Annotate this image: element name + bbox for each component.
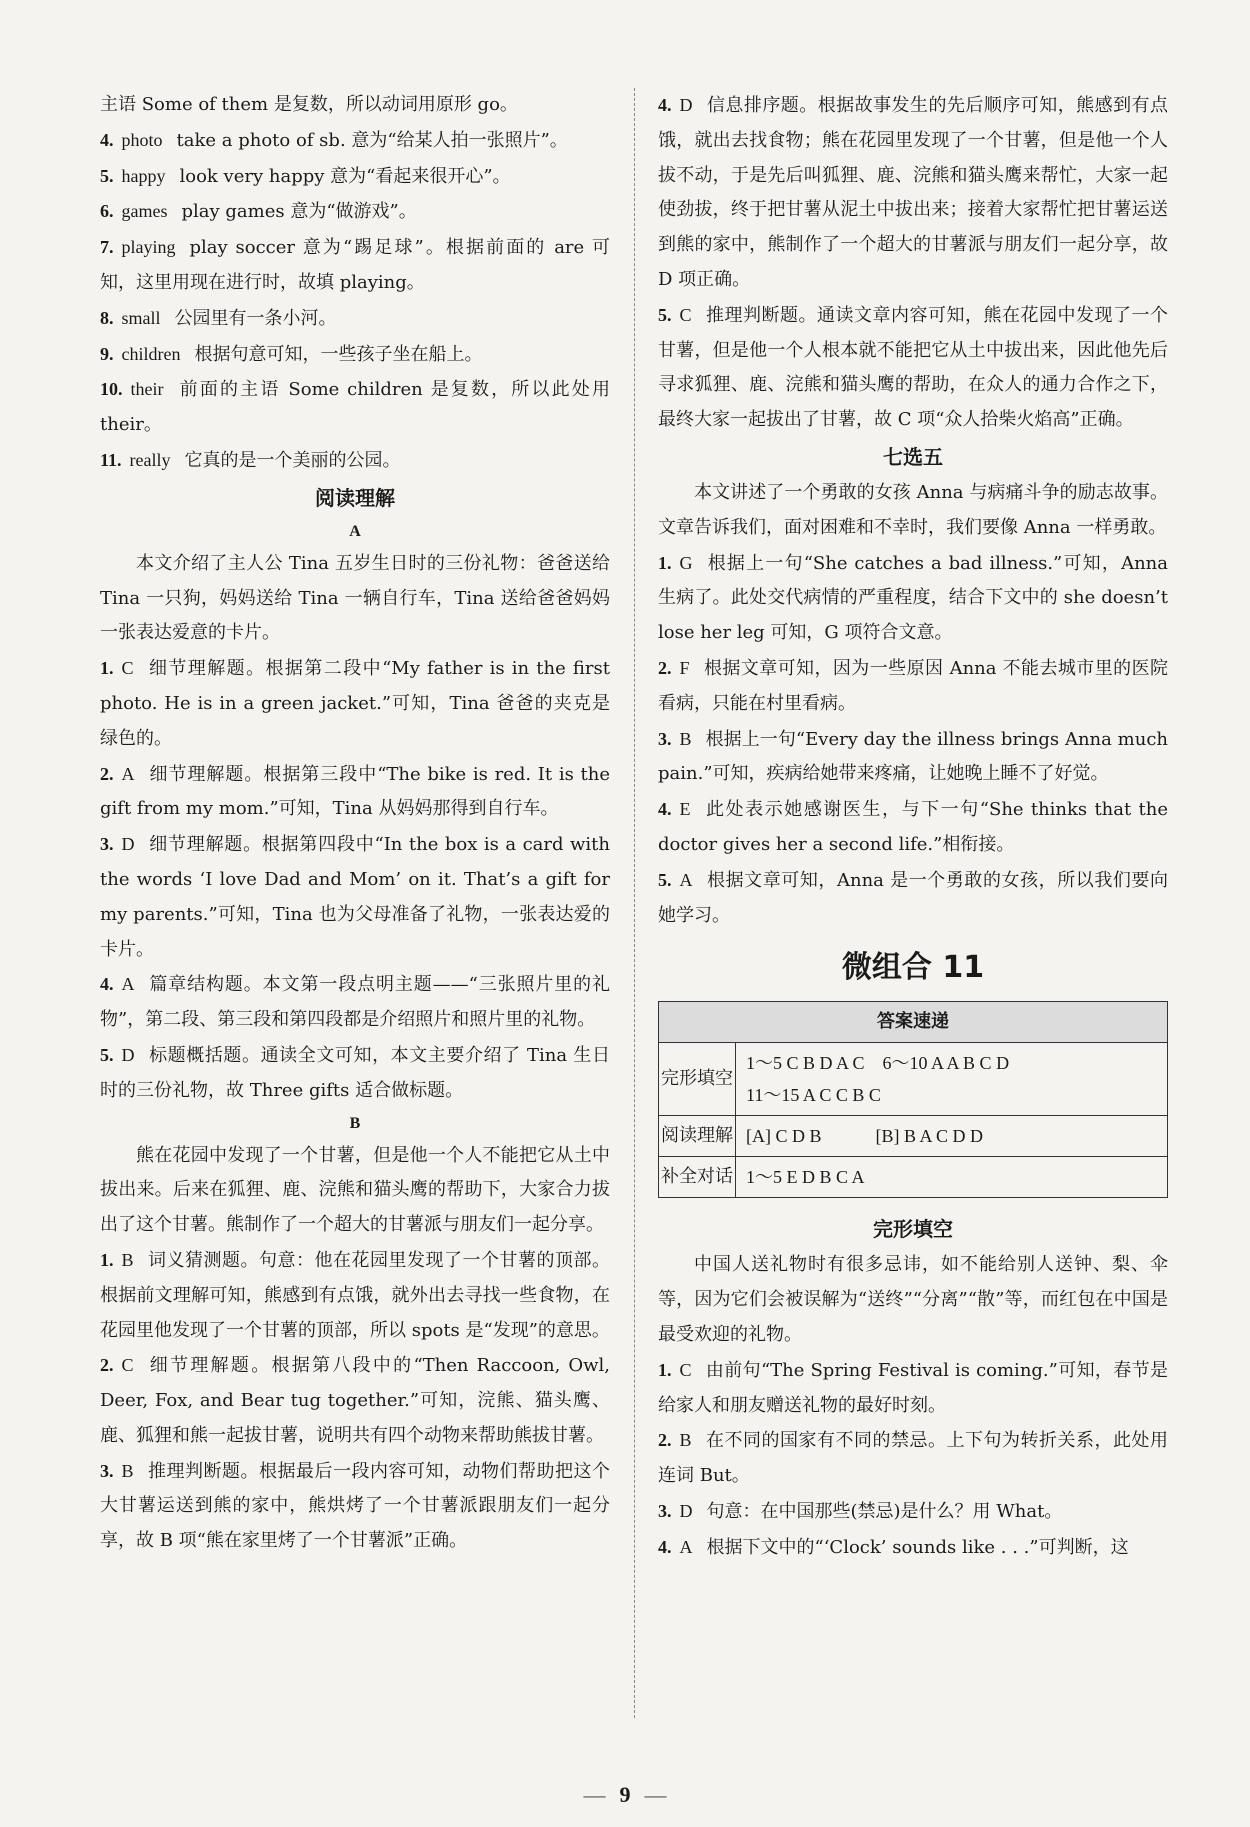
answer-line: 1～5 C B D A C 6～10 A A B C D <box>746 1053 1010 1074</box>
answer-item <box>658 722 1168 793</box>
answer-line: 1～5 E D B C A <box>746 1167 865 1188</box>
item-text: 细节理解题。根据第三段中“The bike is red. It is the gift from my mom.”可知，Tina 从妈妈那得到自行车。 <box>100 763 610 820</box>
item-text: 标题概括题。通读全文可知，本文主要介绍了 Tina 生日时的三份礼物，故 Three gifts 适合做标题。 <box>100 1044 610 1101</box>
row-label: 阅读理解 <box>659 1116 736 1157</box>
item-text: play soccer 意为“踢足球”。根据前面的 are 可知，这里用现在进行时，故填 playing。 <box>100 237 610 293</box>
passage-summary-a: 本文介绍了主人公 Tina 五岁生日时的三份礼物：爸爸送给 Tina 一只狗，妈妈送给 Tina 一辆自行车，Tina 送给爸爸妈妈一张表达爱意的卡片。 <box>100 552 610 644</box>
answer-line: 11～15 A C C B C <box>746 1085 881 1106</box>
item-text: 根据上一句“Every day the illness brings Anna much pain.”可知，疾病给她带来疼痛，让她晚上睡不了好觉。 <box>658 728 1168 785</box>
column-divider <box>634 88 635 1718</box>
item-text: 根据文章可知，Anna 是一个勇敢的女孩，所以我们要向她学习。 <box>658 869 1168 926</box>
item-key: A <box>121 974 135 995</box>
item-text: 推理判断题。根据最后一段内容可知，动物们帮助把这个大甘薯运送到熊的家中，熊烘烤了一个甘薯派跟朋友们一起分享，故 B 项“熊在家里烤了一个甘薯派”正确。 <box>100 1460 610 1552</box>
answer-item <box>100 123 610 159</box>
table-row <box>659 1116 1168 1157</box>
answer-item <box>658 1530 1168 1566</box>
section-heading-reading: 阅读理解 <box>315 485 395 510</box>
item-text: play games 意为“做游戏”。 <box>181 201 417 223</box>
answer-table <box>658 1001 1168 1198</box>
item-number: 2. <box>658 1430 672 1451</box>
item-text: 篇章结构题。本文第一段点明主题——“三张照片里的礼物”，第二段、第三段和第四段都是介绍照片和照片里的礼物。 <box>100 974 610 1031</box>
answer-item <box>100 88 610 123</box>
item-text: 根据下文中的“‘Clock’ sounds like . . .”可判断，这 <box>706 1536 1129 1558</box>
answer-item <box>658 863 1168 934</box>
item-number: 11. <box>100 449 122 470</box>
section-heading-cloze: 完形填空 <box>873 1217 953 1242</box>
answer-item <box>100 159 610 195</box>
item-key: happy <box>121 165 166 186</box>
item-key: B <box>121 1249 134 1270</box>
answer-item <box>100 1454 610 1559</box>
item-key: D <box>679 1500 693 1521</box>
item-number: 4. <box>100 129 114 150</box>
item-key: small <box>121 307 161 328</box>
answer-item <box>100 1348 610 1453</box>
item-text: 根据句意可知，一些孩子坐在船上。 <box>194 343 483 365</box>
answer-item <box>100 1243 610 1348</box>
item-text: 句意：在中国那些(禁忌)是什么？用 What。 <box>706 1500 1063 1522</box>
item-key: D <box>121 1044 135 1065</box>
item-number: 5. <box>100 165 114 186</box>
right-column <box>658 88 1168 1566</box>
item-key: C <box>121 1355 134 1376</box>
section-heading-seven-five: 七选五 <box>883 444 943 469</box>
item-number: 1. <box>658 1359 672 1380</box>
item-number: 2. <box>100 763 114 784</box>
item-text: take a photo of sb. 意为“给某人拍一张照片”。 <box>176 129 568 151</box>
item-key: D <box>121 834 135 855</box>
page-number-value: 9 <box>619 1782 631 1807</box>
item-number: 1. <box>658 552 672 573</box>
answer-item <box>100 194 610 230</box>
answer-item <box>658 651 1168 722</box>
item-number: 3. <box>100 1460 114 1481</box>
item-number: 9. <box>100 343 114 364</box>
item-key: their <box>130 379 164 400</box>
answer-item <box>100 757 610 828</box>
item-number: 6. <box>100 201 114 222</box>
item-key: A <box>121 763 135 784</box>
item-number: 1. <box>100 1249 114 1270</box>
table-row <box>659 1043 1168 1116</box>
item-text: 公园里有一条小河。 <box>174 307 337 329</box>
item-number: 4. <box>100 974 114 995</box>
group-title: 微组合 11 <box>841 950 985 986</box>
passage-summary-d: 中国人送礼物时有很多忌讳，如不能给别人送钟、梨、伞等，因为它们会被误解为“送终”“分离”“散”等，而红包在中国是最受欢迎的礼物。 <box>658 1254 1168 1345</box>
item-text: 推理判断题。通读文章内容可知，熊在花园中发现了一个甘薯，但是他一个人根本就不能把它从土中拔出来，因此他先后寻求狐狸、鹿、浣熊和猫头鹰的帮助，在众人的通力合作之下，最终大家一起拔出了甘薯，故 C 项“众人拾柴火焰高”正确。 <box>658 304 1168 431</box>
item-number: 3. <box>658 1500 672 1521</box>
page-number <box>0 1782 1250 1808</box>
row-answers <box>736 1116 1168 1157</box>
answer-item <box>100 443 610 479</box>
item-key: B <box>679 728 692 749</box>
answer-item <box>658 88 1168 298</box>
item-number: 2. <box>658 657 672 678</box>
item-number: 7. <box>100 237 114 258</box>
answer-line: [A] C D B [B] B A C D D <box>746 1126 984 1147</box>
item-key: C <box>679 1359 692 1380</box>
passage-summary-c: 本文讲述了一个勇敢的女孩 Anna 与病痛斗争的励志故事。文章告诉我们，面对困难和不幸时，我们要像 Anna 一样勇敢。 <box>658 481 1168 538</box>
answer-item <box>100 230 610 301</box>
item-number: 1. <box>100 658 114 679</box>
row-label: 完形填空 <box>659 1043 736 1116</box>
answer-item <box>658 792 1168 863</box>
answer-item <box>658 1353 1168 1424</box>
item-key: D <box>679 95 693 115</box>
answer-item <box>658 546 1168 651</box>
item-key: C <box>121 658 134 679</box>
answer-item <box>100 372 610 443</box>
item-number: 4. <box>658 1536 672 1557</box>
item-key: E <box>679 799 691 820</box>
item-number: 5. <box>100 1044 114 1065</box>
item-number: 5. <box>658 304 672 325</box>
left-column <box>100 88 610 1559</box>
item-text: 主语 Some of them 是复数，所以动词用原形 go。 <box>100 94 518 115</box>
answer-item <box>100 827 610 967</box>
item-key: A <box>679 869 693 890</box>
item-number: 2. <box>100 1355 114 1376</box>
answer-item <box>100 337 610 373</box>
item-text: 细节理解题。根据第二段中“My father is in the first photo. He is in a green jacket.”可知，Tina 爸爸的夹克是绿色的。 <box>100 658 610 749</box>
item-text: 细节理解题。根据第八段中的“Then Raccoon, Owl, Deer, Fox, and Bear tug together.”可知，浣熊、猫头鹰、鹿、狐狸和熊一起拔甘薯，说明共有四个动物来帮助熊拔甘薯。 <box>100 1355 610 1446</box>
item-text: 根据文章可知，因为一些原因 Anna 不能去城市里的医院看病，只能在村里看病。 <box>658 657 1168 714</box>
row-answers <box>736 1157 1168 1198</box>
item-text: 前面的主语 Some children 是复数，所以此处用 their。 <box>100 379 610 436</box>
passage-summary-b: 熊在花园中发现了一个甘薯，但是他一个人不能把它从土中拔出来。后来在狐狸、鹿、浣熊和猫头鹰的帮助下，大家合力拔出了这个甘薯。熊制作了一个超大的甘薯派与朋友们一起分享。 <box>100 1144 610 1236</box>
item-number: 8. <box>100 307 114 328</box>
answer-item <box>658 1423 1168 1494</box>
item-text: 词义猜测题。句意：他在花园里发现了一个甘薯的顶部。根据前文理解可知，熊感到有点饿，就外出去寻找一些食物，在花园里他发现了一个甘薯的顶部，所以 spots 是“发现”的意思。 <box>100 1249 610 1341</box>
page-dash: — <box>644 1782 667 1807</box>
item-key: games <box>121 201 168 222</box>
row-label: 补全对话 <box>659 1157 736 1198</box>
item-key: F <box>679 657 690 678</box>
item-key: photo <box>121 129 163 150</box>
item-text: 信息排序题。根据故事发生的先后顺序可知，熊感到有点饿，就出去找食物；熊在花园里发现了一个甘薯，但是他一个人拔不动，于是先后叫狐狸、鹿、浣熊和猫头鹰来帮忙，大家一起使劲拔，终于把甘薯从泥土中拔出来；接着大家帮忙把甘薯运送到熊的家中，熊制作了一个超大的甘薯派与朋友们一起分享，故 D 项正确。 <box>658 95 1168 290</box>
item-key: B <box>121 1460 134 1481</box>
page-dash: — <box>583 1782 606 1807</box>
answer-item <box>100 301 610 337</box>
subsection-label-a: A <box>349 522 361 540</box>
item-number: 3. <box>658 728 672 749</box>
item-text: 在不同的国家有不同的禁忌。上下句为转折关系，此处用连词 But。 <box>658 1430 1168 1487</box>
item-key: children <box>121 343 181 364</box>
item-number: 3. <box>100 834 114 855</box>
subsection-label-b: B <box>349 1114 361 1132</box>
item-number: 4. <box>658 799 672 820</box>
answer-item <box>658 1494 1168 1530</box>
answer-item <box>100 1038 610 1109</box>
item-key: C <box>679 304 692 325</box>
item-number: 4. <box>658 95 672 115</box>
answer-item <box>100 651 610 756</box>
item-key: B <box>679 1430 692 1451</box>
table-row <box>659 1157 1168 1198</box>
row-answers <box>736 1043 1168 1116</box>
answer-table-header: 答案速递 <box>659 1002 1168 1043</box>
item-text: 它真的是一个美丽的公园。 <box>184 449 401 471</box>
item-text: 此处表示她感谢医生，与下一句“She thinks that the doctor gives her a second life.”相衔接。 <box>658 799 1168 855</box>
item-key: A <box>679 1536 693 1557</box>
item-key: really <box>129 449 171 470</box>
item-text: 由前句“The Spring Festival is coming.”可知，春节是给家人和朋友赠送礼物的最好时刻。 <box>658 1359 1168 1416</box>
item-text: look very happy 意为“看起来很开心”。 <box>179 165 511 187</box>
item-key: playing <box>121 237 176 258</box>
answer-item <box>658 298 1168 438</box>
item-key: G <box>679 552 693 573</box>
answer-item <box>100 967 610 1038</box>
item-number: 10. <box>100 379 123 400</box>
item-text: 细节理解题。根据第四段中“In the box is a card with the words ‘I love Dad and Mom’ on it. That’s a gift for my parents.”可知，Tina 也为父母准备了礼物，一张表达爱的卡片。 <box>100 834 610 960</box>
item-text: 根据上一句“She catches a bad illness.”可知，Anna 生病了。此处交代病情的严重程度，结合下文中的 she doesn’t lose her leg 可知，G 项符合文意。 <box>658 552 1168 644</box>
item-number: 5. <box>658 869 672 890</box>
